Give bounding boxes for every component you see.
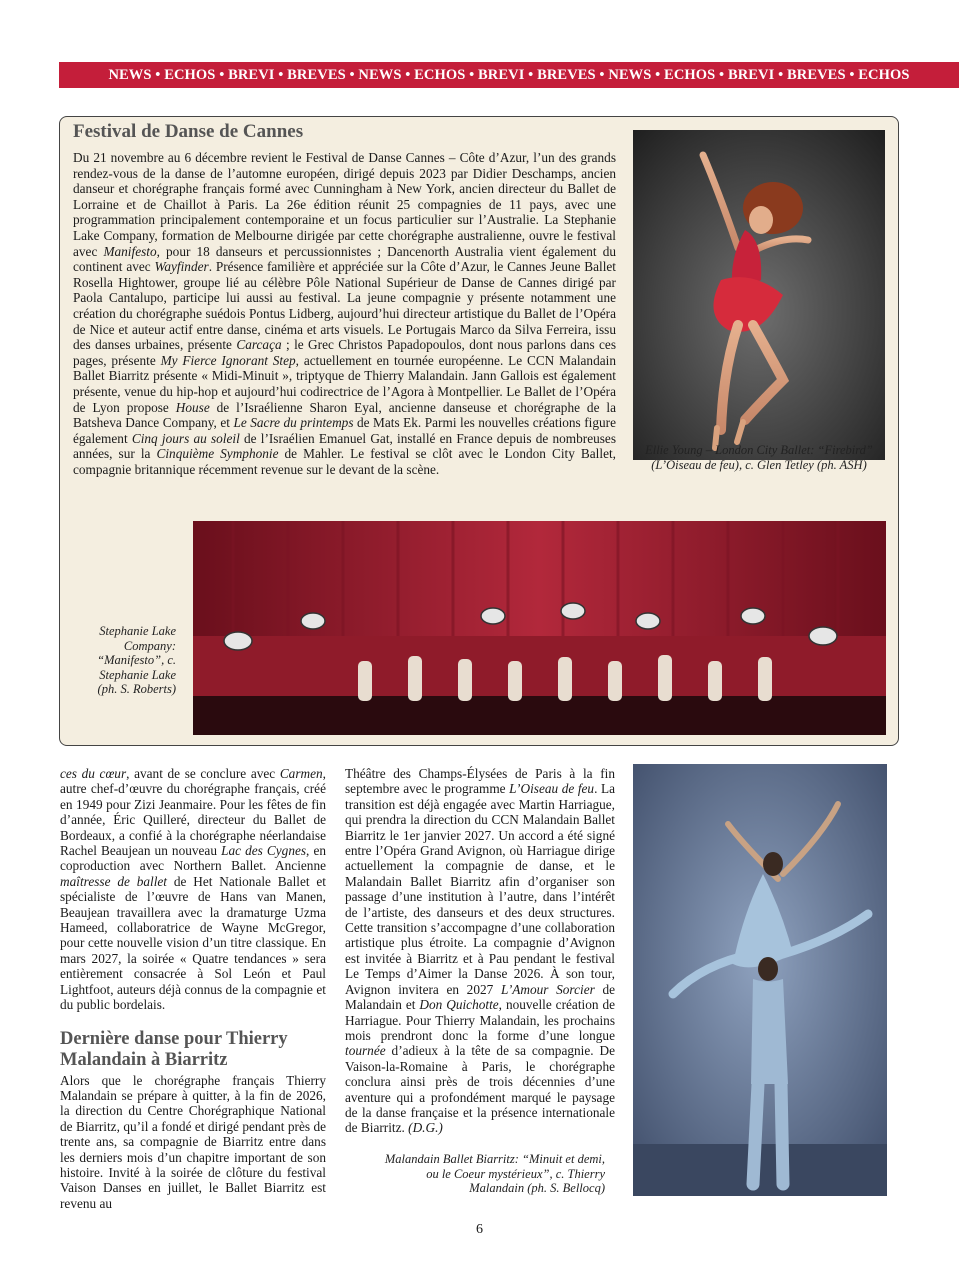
italic-text: Carcaça	[236, 337, 282, 353]
text-run: Alors que le chorégraphe français Thierry Malandain se prépare à quitter, à la fin de 2026, la direction du Centre Chorégraphique National de Biarritz, qu’il a fondé et dirigé pendant près de trente ans, sa compagnie de Biarritz entre dans les derniers mois d’un chapitre important de son histoire. Invité à la soirée de clôture du festival Vaison Danses en juillet, le Ballet Biarritz est revenu au	[60, 1072, 326, 1211]
italic-text: maîtresse de ballet	[60, 873, 167, 889]
malandain-continuation	[345, 766, 615, 1136]
text-run: de l’Israélien Emanuel Gat, installé en France depuis de nombreuses années, sur la	[73, 430, 616, 462]
italic-text: Wayfinder	[154, 259, 209, 275]
text-run: de Mahler. Le festival se clôt avec le London City Ballet, compagnie britannique récemment revenue sur le devant de la scène.	[73, 446, 616, 477]
italic-text: ces du cœur	[60, 766, 127, 781]
italic-text: Don Quichotte	[419, 997, 499, 1013]
text-run: , pour 18 danseurs et percussionnistes ; Dancenorth Australia vient également du continent avec	[73, 243, 616, 275]
text-run: , avant de se conclure avec	[126, 766, 280, 781]
photo-malandain-ballet	[633, 764, 887, 1196]
text-run: de Mats Ek. Parmi les nouvelles créations figure également	[73, 415, 616, 446]
italic-text: Manifesto	[103, 243, 157, 259]
text-run: , actuellement en tournée européenne. Le CCN Malandain Ballet Biarritz présente « Midi-Minuit », triptyque de Thierry Malandain. Jann Gallois est également présente, venue du hip-hop et aujourd’hui codirectrice de l’Agora à Montpellier. Le Ballet de l’Opéra de Lyon propose	[73, 352, 616, 415]
photo-stephanie-lake	[193, 521, 886, 735]
text-run: . Présence familière et appréciée sur la Côte d’Azur, le Cannes Jeune Ballet Rosella Hightower, groupe lié au célèbre Pôle National Supérieur de Danse de Cannes dirigé par Paola Cantalupo, participe lui aussi au festival. La jeune compagnie y présente notamment une création du chorégraphe suédois Pontus Lidberg, aujourd’hui directeur artistique du Ballet de l’Opéra de Nice et auteur actif entre danse, cinéma et arts visuels. Le Portugais Marco da Silva Ferreira, issu des danses urbaines, présente	[73, 259, 616, 353]
text-run: , en coproduction avec Northern Ballet. Ancienne	[60, 843, 327, 874]
italic-text: Lac des Cygnes	[221, 843, 307, 859]
column-left	[60, 766, 326, 1211]
text-run: de Het Nationale Ballet et spécialiste de l’œuvre de Hans van Manen, Beaujean travaillera avec la dramaturge Uzma Hameed, collaboratrice de Wayne McGregor, pour cette nouvelle vision d’un titre classique. En mars 2027, la soirée « Quatre tendances » sera entièrement consacrée à Sol León et Paul Lightfoot, auteurs déjà connus de la compagnie et du public bordelais.	[60, 873, 326, 1013]
text-run: , autre chef-d’œuvre du chorégraphe français, créé en 1949 pour Zizi Jeanmaire. Pour les fêtes de fin d’année, Éric Quilleré, directeur du Ballet de Bordeaux, a confié à la chorégraphe néerlandaise Rachel Beaujean un nouveau	[60, 766, 326, 859]
malandain-heading: Dernière danse pour Thierry Malandain à Biarritz	[60, 1028, 288, 1070]
italic-text: Cinquième Symphonie	[156, 446, 279, 462]
caption-malandain-ballet: Malandain Ballet Biarritz: “Minuit et demi, ou le Coeur mystérieux”, c. Thierry Malandain (ph. S. Bellocq)	[384, 1152, 605, 1195]
italic-text: Carmen	[279, 766, 323, 781]
text-run: de l’Israélienne Sharon Eyal, ancienne danseuse et chorégraphe de la Batsheva Dance Company, et	[73, 399, 616, 431]
italic-text: My Fierce Ignorant Step	[160, 352, 296, 368]
text-run: . La transition est déjà engagée avec Martin Harriague, qui prendra la direction du CCN Malandain Ballet Biarritz le 1er janvier 2027. Un accord a été signé entre l’Opéra Grand Avignon, où Harriague dirige actuellement la compagnie de danse, et le Malandain Ballet Biarritz afin d’organiser son passage d’une institution à l’autre, dans l’intérêt de l’artiste, des danseurs et des deux structures. Cette transition s’accompagne d’une collaboration artistique plus étroite. La compagnie d’Avignon est invitée à Biarritz et à Pau pendant le festival Le Temps d’Aimer la Danse 2026. À son tour, Avignon invitera en 2027	[345, 781, 615, 997]
malandain-paragraph	[60, 1073, 326, 1212]
column-right	[345, 766, 615, 1136]
italic-text: Cinq jours au soleil	[131, 430, 240, 446]
italic-text: tournée	[345, 1043, 386, 1059]
news-banner: NEWS • ECHOS • BREVI • BREVES • NEWS • ECHOS • BREVI • BREVES • NEWS • ECHOS • BREVI • BREVES • ECHOS	[59, 62, 959, 88]
festival-text	[73, 150, 616, 477]
festival-title: Festival de Danse de Cannes	[73, 121, 304, 142]
page-number: 6	[476, 1222, 483, 1237]
text-run: , nouvelle création de Harriague. Pour Thierry Malandain, les prochains mois prendront donc la forme d’une longue	[345, 997, 616, 1043]
text-run: Du 21 novembre au 6 décembre revient le Festival de Danse Cannes – Côte d’Azur, l’un des grands rendez-vous de la danse de l’automne européen, dirigé depuis 2023 par Didier Deschamps, ancien danseur et chorégraphe français formé avec Cunningham à New York, ancien directeur du Ballet de Lorraine et de Chaillot à Paris. La 26e édition réunit 25 compagnies de 11 pays, avec une programmation principalement contemporaine et un focus particulier sur l’Australie. La Stephanie Lake Company, formation de Melbourne dirigée par cette chorégraphe australienne, ouvre le festival avec	[73, 150, 616, 259]
italic-text: L’Oiseau de feu	[509, 781, 595, 797]
text-run: ; le Grec Christos Papadopoulos, dont nous parlons dans ces pages, présente	[73, 337, 616, 368]
photo-ellie-young	[633, 130, 885, 460]
text-run: d’adieux à la tête de sa compagnie. De Vaison-la-Romaine à Paris, le chorégraphe conclura ainsi près de trois décennies d’une aventure qui a profondément marqué le paysage de la danse française et la présence internationale de Biarritz.	[345, 1043, 615, 1136]
italic-text: House	[175, 399, 210, 415]
text-run: de Malandain et	[345, 981, 615, 1013]
italic-text: (D.G.)	[408, 1120, 443, 1136]
caption-stephanie-lake: Stephanie Lake Company: “Manifesto”, c. Stephanie Lake (ph. S. Roberts)	[97, 624, 176, 696]
caption-ellie-young: Ellie Young – London City Ballet: “Firebird” (L’Oiseau de feu), c. Glen Tetley (ph. ASH)	[645, 443, 873, 472]
bordeaux-paragraph	[60, 766, 326, 1013]
text-run: Théâtre des Champs-Élysées de Paris à la fin septembre avec le programme	[345, 766, 615, 797]
italic-text: L’Amour Sorcier	[500, 981, 595, 997]
italic-text: Le Sacre du printemps	[233, 415, 354, 431]
